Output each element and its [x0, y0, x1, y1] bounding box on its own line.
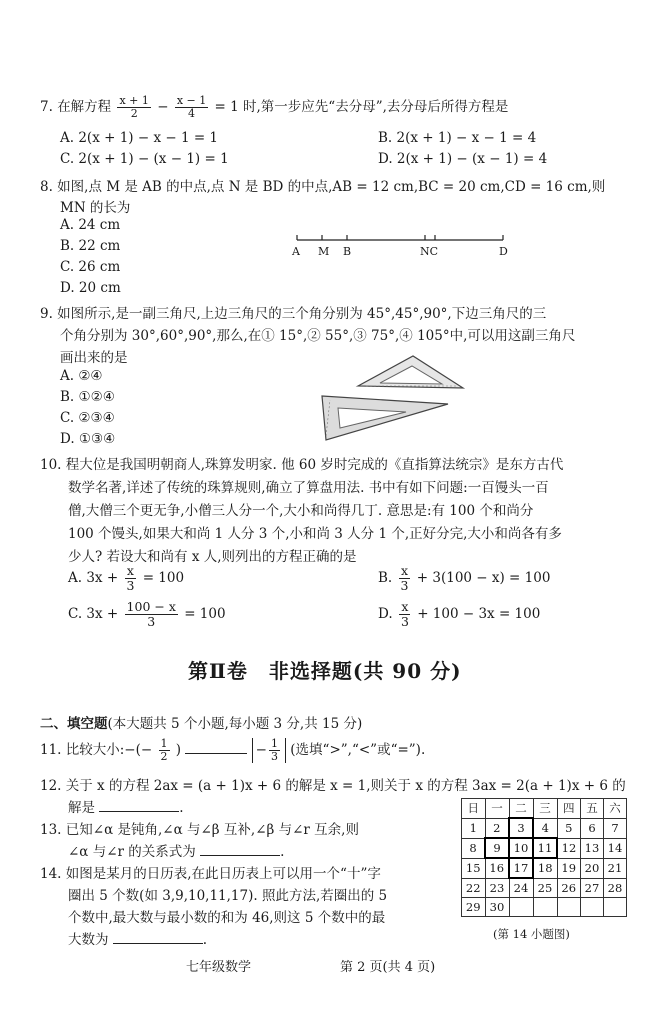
- q7-text: 在解方程: [57, 99, 112, 115]
- calendar-week-row: [462, 898, 627, 917]
- calendar-day: 15: [462, 858, 486, 878]
- q9-option-a[interactable]: A. ②④: [60, 368, 103, 384]
- q8-option-b[interactable]: B. 22 cm: [60, 238, 121, 254]
- q9-option-c[interactable]: C. ②③④: [60, 410, 115, 426]
- q7-option-c[interactable]: C. 2(x + 1) − (x − 1) = 1: [60, 151, 229, 167]
- q11-absolute-value: − $\frac{1}{3}$: [252, 738, 286, 763]
- q8-label-m: M: [318, 245, 330, 258]
- q14-stem-line4: 大数为 .: [68, 932, 208, 948]
- calendar-day-highlighted: 17: [509, 858, 533, 878]
- q8-option-a[interactable]: A. 24 cm: [60, 217, 121, 233]
- calendar-day: 24: [509, 878, 533, 898]
- q8-label-nc: NC: [420, 245, 439, 258]
- weekday-sun: 日: [462, 799, 486, 819]
- q8-stem-line2: MN 的长为: [60, 200, 131, 216]
- q8-option-c[interactable]: C. 26 cm: [60, 259, 121, 275]
- q14-stem-line1: 14. 如图是某月的日历表,在此日历表上可以用一个“十”字: [40, 866, 381, 882]
- calendar-day: 2: [485, 818, 509, 838]
- q14-stem-line3: 个数中,最大数与最小数的和为 46,则这 5 个数中的最: [68, 910, 386, 926]
- calendar-week-row: [462, 878, 627, 898]
- calendar-day: 27: [581, 878, 604, 898]
- calendar-day: 4: [533, 818, 557, 838]
- q7-fraction-2: $\frac{x - 1}{4}$: [176, 94, 207, 120]
- fill-in-section-heading: 二、填空题(本大题共 5 个小题,每小题 3 分,共 15 分): [40, 716, 363, 732]
- q7-fraction-1: $\frac{x + 1}{2}$: [119, 94, 149, 120]
- q12-stem-line1: 12. 关于 x 的方程 2ax = (a + 1)x + 6 的解是 x = 1,则关于 x 的方程 3ax = 2(a + 1)x + 6 的: [40, 778, 626, 794]
- q8-label-b: B: [343, 245, 352, 258]
- calendar-day: 13: [581, 838, 604, 858]
- calendar-day: 22: [462, 878, 486, 898]
- calendar-day: 28: [604, 878, 627, 898]
- calendar-week-row: [462, 838, 627, 858]
- weekday-wed: 三: [533, 799, 557, 819]
- calendar-day-highlighted: 11: [533, 838, 557, 858]
- q10-stem-line4: 100 个馒头,如果大和尚 1 人分 3 个,小和尚 3 人分 1 个,正好分完,大小和尚各有多: [68, 526, 562, 542]
- calendar-day: 20: [581, 858, 604, 878]
- q13-stem-line2: ∠α 与∠r 的关系式为 .: [68, 844, 285, 860]
- q9-stem-line2: 个角分别为 30°,60°,90°,那么,在① 15°,② 55°,③ 75°,④ 105°中,可以用这副三角尺: [60, 328, 576, 344]
- calendar-day: 23: [485, 878, 509, 898]
- calendar-day: 7: [604, 818, 627, 838]
- q8-stem-line1: 8. 如图,点 M 是 AB 的中点,点 N 是 BD 的中点,AB = 12 cm,BC = 20 cm,CD = 16 cm,则: [40, 179, 606, 195]
- calendar-day: 30: [485, 898, 509, 917]
- calendar-week-row: [462, 858, 627, 878]
- q7-option-a[interactable]: A. 2(x + 1) − x − 1 = 1: [60, 130, 219, 146]
- weekday-mon: 一: [485, 799, 509, 819]
- q14-figure-caption: (第 14 小题图): [493, 927, 570, 941]
- calendar-day: 26: [557, 878, 581, 898]
- q10-option-d[interactable]: D. $\frac{x}{3}$ + 100 − 3x = 100: [378, 599, 541, 629]
- weekday-sat: 六: [604, 799, 627, 819]
- q8-option-d[interactable]: D. 20 cm: [60, 280, 121, 296]
- q9-option-b[interactable]: B. ①②④: [60, 389, 115, 405]
- q11-stem: 11. 比较大小:−(− $\frac{1}{2}$ ) − $\frac{1}{3}$ (选填“>”,“<”或“=”).: [40, 737, 426, 763]
- q10-stem-line2: 数学名著,详述了传统的珠算规则,确立了算盘用法. 书中有如下问题:一百馒头一百: [68, 480, 549, 496]
- calendar-day: [509, 898, 533, 917]
- calendar-day: 8: [462, 838, 486, 858]
- q14-answer-blank[interactable]: [113, 943, 203, 944]
- calendar-day: 18: [533, 858, 557, 878]
- q10-stem-line3: 僧,大僧三个更无争,小僧三人分一个,大小和尚得几丁. 意思是:有 100 个和尚分: [68, 503, 534, 519]
- q8-label-d: D: [499, 245, 508, 258]
- calendar-day: [533, 898, 557, 917]
- q7-option-b[interactable]: B. 2(x + 1) − x − 1 = 4: [378, 130, 537, 146]
- calendar-day: 21: [604, 858, 627, 878]
- calendar-header-row: [462, 799, 627, 819]
- weekday-fri: 五: [581, 799, 604, 819]
- q13-answer-blank[interactable]: [200, 855, 280, 856]
- q9-option-d[interactable]: D. ①③④: [60, 431, 116, 447]
- weekday-tue: 二: [509, 799, 533, 819]
- calendar-day-highlighted: 10: [509, 838, 533, 858]
- weekday-thu: 四: [557, 799, 581, 819]
- calendar-day: 16: [485, 858, 509, 878]
- q13-stem-line1: 13. 已知∠α 是钝角,∠α 与∠β 互补,∠β 与∠r 互余,则: [40, 822, 359, 838]
- q7-stem: 7. 在解方程 $\frac{x + 1}{2}$ − $\frac{x - 1}{4}$ = 1 时,第一步应先“去分母”,去分母后所得方程是: [40, 94, 509, 120]
- calendar-table: [461, 798, 627, 917]
- q14-stem-line2: 圈出 5 个数(如 3,9,10,11,17). 照此方法,若圈出的 5: [68, 888, 388, 904]
- q12-stem-line2: 解是 .: [68, 800, 184, 816]
- calendar-day: 19: [557, 858, 581, 878]
- calendar-day: [604, 898, 627, 917]
- q7-number: 7.: [40, 99, 53, 115]
- calendar-day: [581, 898, 604, 917]
- q12-answer-blank[interactable]: [99, 811, 179, 812]
- part2-heading: 第Ⅱ卷 非选择题(共 90 分): [188, 659, 462, 683]
- q10-option-b[interactable]: B. $\frac{x}{3}$ + 3(100 − x) = 100: [378, 563, 551, 593]
- footer-page-number: 第 2 页(共 4 页): [340, 960, 436, 975]
- calendar-day: 25: [533, 878, 557, 898]
- q10-option-c[interactable]: C. 3x + $\frac{100 - x}{3}$ = 100: [68, 599, 226, 629]
- footer-subject: 七年级数学: [186, 960, 252, 975]
- q9-stem-line1: 9. 如图所示,是一副三角尺,上边三角尺的三个角分别为 45°,45°,90°,下边三角尺的三: [40, 306, 547, 322]
- calendar-day-highlighted: 3: [509, 818, 533, 838]
- q11-answer-blank[interactable]: [185, 753, 247, 754]
- calendar-day: 14: [604, 838, 627, 858]
- set-square-pair-image: [318, 352, 468, 444]
- calendar-day: 6: [581, 818, 604, 838]
- calendar-week-row: [462, 818, 627, 838]
- calendar-day: 29: [462, 898, 486, 917]
- q9-stem-line3: 画出来的是: [60, 350, 128, 366]
- calendar-day: 12: [557, 838, 581, 858]
- q10-stem-line1: 10. 程大位是我国明朝商人,珠算发明家. 他 60 岁时完成的《直指算法统宗》是东方古代: [40, 457, 564, 473]
- calendar-day-highlighted: 9: [485, 838, 509, 858]
- q7-option-d[interactable]: D. 2(x + 1) − (x − 1) = 4: [378, 151, 548, 167]
- q8-label-a: A: [292, 245, 300, 258]
- calendar-day: 5: [557, 818, 581, 838]
- q10-stem-line5: 少人? 若设大和尚有 x 人,则列出的方程正确的是: [68, 549, 357, 565]
- calendar-day: 1: [462, 818, 486, 838]
- q10-option-a[interactable]: A. 3x + $\frac{x}{3}$ = 100: [68, 563, 185, 593]
- calendar-day: [557, 898, 581, 917]
